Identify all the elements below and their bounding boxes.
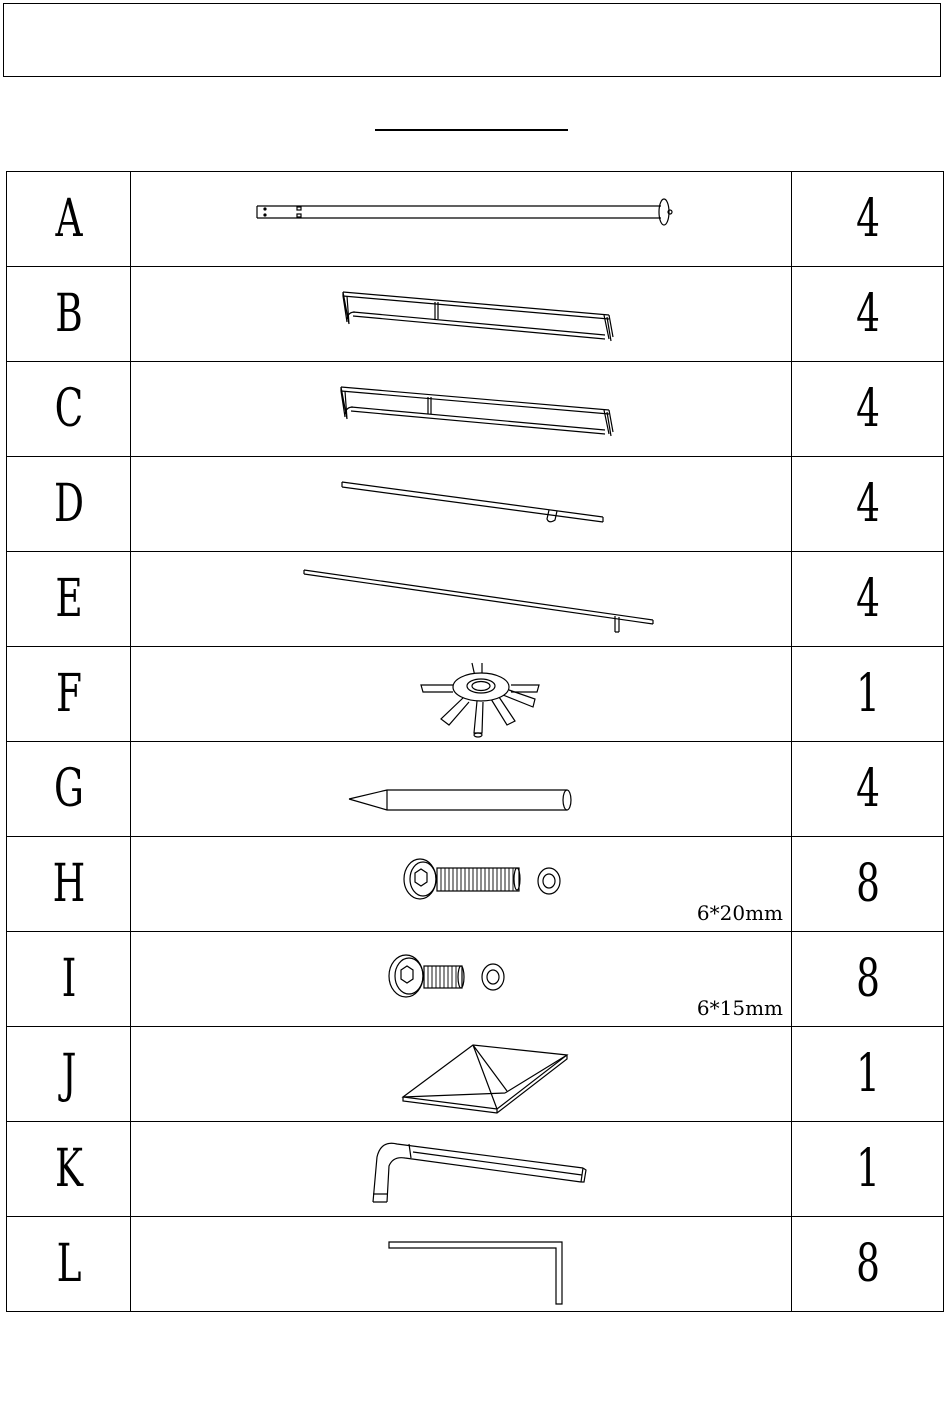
roof-rod-with-clip-icon (131, 457, 793, 551)
side-frame-short-icon (131, 362, 793, 456)
part-picture (131, 172, 792, 267)
part-letter: G (24, 742, 113, 837)
part-letter: D (24, 457, 113, 552)
hex-key-large-icon (131, 1122, 793, 1216)
part-picture (131, 362, 792, 457)
title-underline (375, 129, 568, 131)
part-letter: C (24, 362, 113, 457)
part-quantity: 1 (813, 1027, 922, 1122)
pyramid-roof-cap-icon (131, 1027, 793, 1121)
part-letter: I (24, 932, 113, 1027)
part-row-f (7, 647, 944, 742)
part-quantity: 4 (813, 172, 922, 267)
part-row-l (7, 1217, 944, 1312)
part-quantity: 4 (813, 362, 922, 457)
part-letter: K (24, 1122, 113, 1217)
header-box (3, 3, 941, 77)
part-letter: A (24, 172, 113, 267)
part-quantity: 8 (813, 837, 922, 932)
part-letter: F (24, 647, 113, 742)
bolt-long-with-washer-icon (131, 837, 793, 931)
part-picture (131, 552, 792, 647)
parts-list-table (6, 171, 944, 1312)
part-picture (131, 267, 792, 362)
part-picture (131, 932, 792, 1027)
part-letter: H (24, 837, 113, 932)
roof-rod-with-peg-icon (131, 552, 793, 646)
part-quantity: 4 (813, 457, 922, 552)
part-quantity: 1 (813, 1122, 922, 1217)
side-frame-long-icon (131, 267, 793, 361)
part-quantity: 4 (813, 267, 922, 362)
part-picture (131, 647, 792, 742)
part-picture (131, 1217, 792, 1312)
l-bracket-icon (131, 1217, 793, 1311)
part-row-i (7, 932, 944, 1027)
part-row-k (7, 1122, 944, 1217)
part-quantity: 1 (813, 647, 922, 742)
part-letter: E (24, 552, 113, 647)
part-quantity: 4 (813, 552, 922, 647)
size-label: 6*20mm (696, 901, 783, 925)
part-picture (131, 837, 792, 932)
part-row-h (7, 837, 944, 932)
part-letter: J (24, 1027, 113, 1122)
part-quantity: 8 (813, 932, 922, 1027)
part-row-c (7, 362, 944, 457)
bolt-short-with-washer-icon (131, 932, 793, 1026)
part-picture (131, 1027, 792, 1122)
part-row-g (7, 742, 944, 837)
part-picture (131, 457, 792, 552)
part-row-a (7, 172, 944, 267)
size-label: 6*15mm (696, 996, 783, 1020)
part-row-j (7, 1027, 944, 1122)
roof-hub-connector-icon (131, 647, 793, 741)
part-letter: L (24, 1217, 113, 1312)
ground-stake-icon (131, 742, 793, 836)
part-picture (131, 742, 792, 837)
part-picture (131, 1122, 792, 1217)
part-letter: B (24, 267, 113, 362)
part-row-e (7, 552, 944, 647)
part-row-b (7, 267, 944, 362)
part-quantity: 8 (813, 1217, 922, 1312)
part-row-d (7, 457, 944, 552)
part-quantity: 4 (813, 742, 922, 837)
leg-pole-icon (131, 172, 793, 266)
